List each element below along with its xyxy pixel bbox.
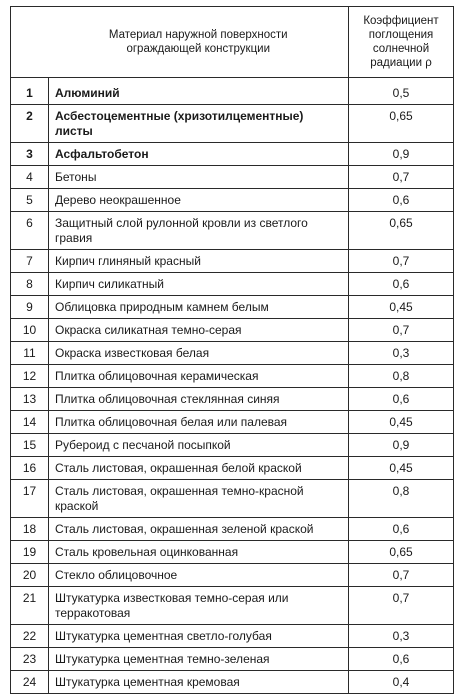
row-coefficient: 0,5: [349, 78, 454, 105]
table-row: [11, 388, 454, 411]
row-coefficient: 0,65: [349, 212, 454, 250]
table-row: [11, 296, 454, 319]
header-coefficient: [349, 7, 454, 78]
table-row: [11, 625, 454, 648]
row-coefficient: 0,6: [349, 648, 454, 671]
row-material: Штукатурка цементная кремовая: [49, 671, 349, 694]
row-material: Рубероид с песчаной посыпкой: [49, 434, 349, 457]
row-number: 24: [11, 671, 49, 694]
row-material: Плитка облицовочная стеклянная синяя: [49, 388, 349, 411]
row-number: 20: [11, 564, 49, 587]
table-row: [11, 671, 454, 694]
row-material: Окраска известковая белая: [49, 342, 349, 365]
row-coefficient: 0,6: [349, 518, 454, 541]
row-material: Окраска силикатная темно-серая: [49, 319, 349, 342]
row-coefficient: 0,4: [349, 671, 454, 694]
header-coef-line4: радиации ρ: [370, 57, 432, 69]
table-row: [11, 250, 454, 273]
row-coefficient: 0,7: [349, 564, 454, 587]
row-coefficient: 0,65: [349, 105, 454, 143]
row-coefficient: 0,65: [349, 541, 454, 564]
header-material-line1: Материал наружной поверхности: [108, 29, 288, 41]
table-row: [11, 342, 454, 365]
table-row: [11, 166, 454, 189]
row-number: 15: [11, 434, 49, 457]
row-material: Асфальтобетон: [49, 143, 349, 166]
row-number: 7: [11, 250, 49, 273]
row-coefficient: 0,45: [349, 296, 454, 319]
header-coef-line2: поглощения: [368, 29, 434, 41]
table-row: [11, 587, 454, 625]
row-material: Облицовка природным камнем белым: [49, 296, 349, 319]
header-number-cell: [11, 7, 49, 78]
row-coefficient: 0,3: [349, 342, 454, 365]
row-number: 4: [11, 166, 49, 189]
row-coefficient: 0,6: [349, 273, 454, 296]
row-number: 2: [11, 105, 49, 143]
table-row: [11, 105, 454, 143]
row-coefficient: 0,7: [349, 250, 454, 273]
row-material: Штукатурка цементная светло-голубая: [49, 625, 349, 648]
row-material: Плитка облицовочная керамическая: [49, 365, 349, 388]
row-material: Дерево неокрашенное: [49, 189, 349, 212]
row-coefficient: 0,3: [349, 625, 454, 648]
row-material: Защитный слой рулонной кровли из светлого гравия: [49, 212, 349, 250]
header-material-line2: ограждающей конструкции: [126, 43, 271, 55]
table-row: [11, 648, 454, 671]
table-row: [11, 518, 454, 541]
row-number: 22: [11, 625, 49, 648]
row-material: Асбестоцементные (хризотилцементные) листы: [49, 105, 349, 143]
row-number: 8: [11, 273, 49, 296]
row-material: Кирпич силикатный: [49, 273, 349, 296]
table-row: [11, 541, 454, 564]
row-coefficient: 0,6: [349, 189, 454, 212]
table-row: [11, 212, 454, 250]
table-row: [11, 189, 454, 212]
row-material: Плитка облицовочная белая или палевая: [49, 411, 349, 434]
table-row: [11, 564, 454, 587]
row-number: 18: [11, 518, 49, 541]
table-row: [11, 365, 454, 388]
row-coefficient: 0,8: [349, 365, 454, 388]
row-material: Сталь кровельная оцинкованная: [49, 541, 349, 564]
row-number: 21: [11, 587, 49, 625]
row-number: 10: [11, 319, 49, 342]
table-row: [11, 457, 454, 480]
row-material: Штукатурка известковая темно-серая или терракотовая: [49, 587, 349, 625]
row-number: 3: [11, 143, 49, 166]
row-number: 11: [11, 342, 49, 365]
row-number: 1: [11, 78, 49, 105]
row-coefficient: 0,7: [349, 587, 454, 625]
row-coefficient: 0,8: [349, 480, 454, 518]
row-number: 17: [11, 480, 49, 518]
row-material: Стекло облицовочное: [49, 564, 349, 587]
row-coefficient: 0,9: [349, 143, 454, 166]
row-number: 23: [11, 648, 49, 671]
row-coefficient: 0,45: [349, 457, 454, 480]
row-number: 9: [11, 296, 49, 319]
row-number: 16: [11, 457, 49, 480]
row-number: 13: [11, 388, 49, 411]
header-coef-line1: Коэффициент: [363, 15, 439, 27]
table-row: [11, 319, 454, 342]
table-row: [11, 273, 454, 296]
header-coef-line3: солнечной: [372, 43, 430, 55]
row-number: 5: [11, 189, 49, 212]
table-body: [11, 78, 454, 694]
row-number: 6: [11, 212, 49, 250]
row-coefficient: 0,7: [349, 319, 454, 342]
table-header-row: [11, 7, 454, 78]
row-material: Сталь листовая, окрашенная зеленой краской: [49, 518, 349, 541]
row-material: Кирпич глиняный красный: [49, 250, 349, 273]
row-coefficient: 0,9: [349, 434, 454, 457]
row-coefficient: 0,7: [349, 166, 454, 189]
row-number: 19: [11, 541, 49, 564]
table-row: [11, 411, 454, 434]
row-material: Сталь листовая, окрашенная белой краской: [49, 457, 349, 480]
row-number: 14: [11, 411, 49, 434]
table-row: [11, 434, 454, 457]
row-material: Сталь листовая, окрашенная темно-красной краской: [49, 480, 349, 518]
table-row: [11, 480, 454, 518]
row-material: Штукатурка цементная темно-зеленая: [49, 648, 349, 671]
row-material: Бетоны: [49, 166, 349, 189]
row-number: 12: [11, 365, 49, 388]
row-material: Алюминий: [49, 78, 349, 105]
row-coefficient: 0,6: [349, 388, 454, 411]
table-row: [11, 143, 454, 166]
absorption-coefficient-table: [10, 6, 454, 694]
table-row: [11, 78, 454, 105]
row-coefficient: 0,45: [349, 411, 454, 434]
header-material: [49, 7, 349, 78]
